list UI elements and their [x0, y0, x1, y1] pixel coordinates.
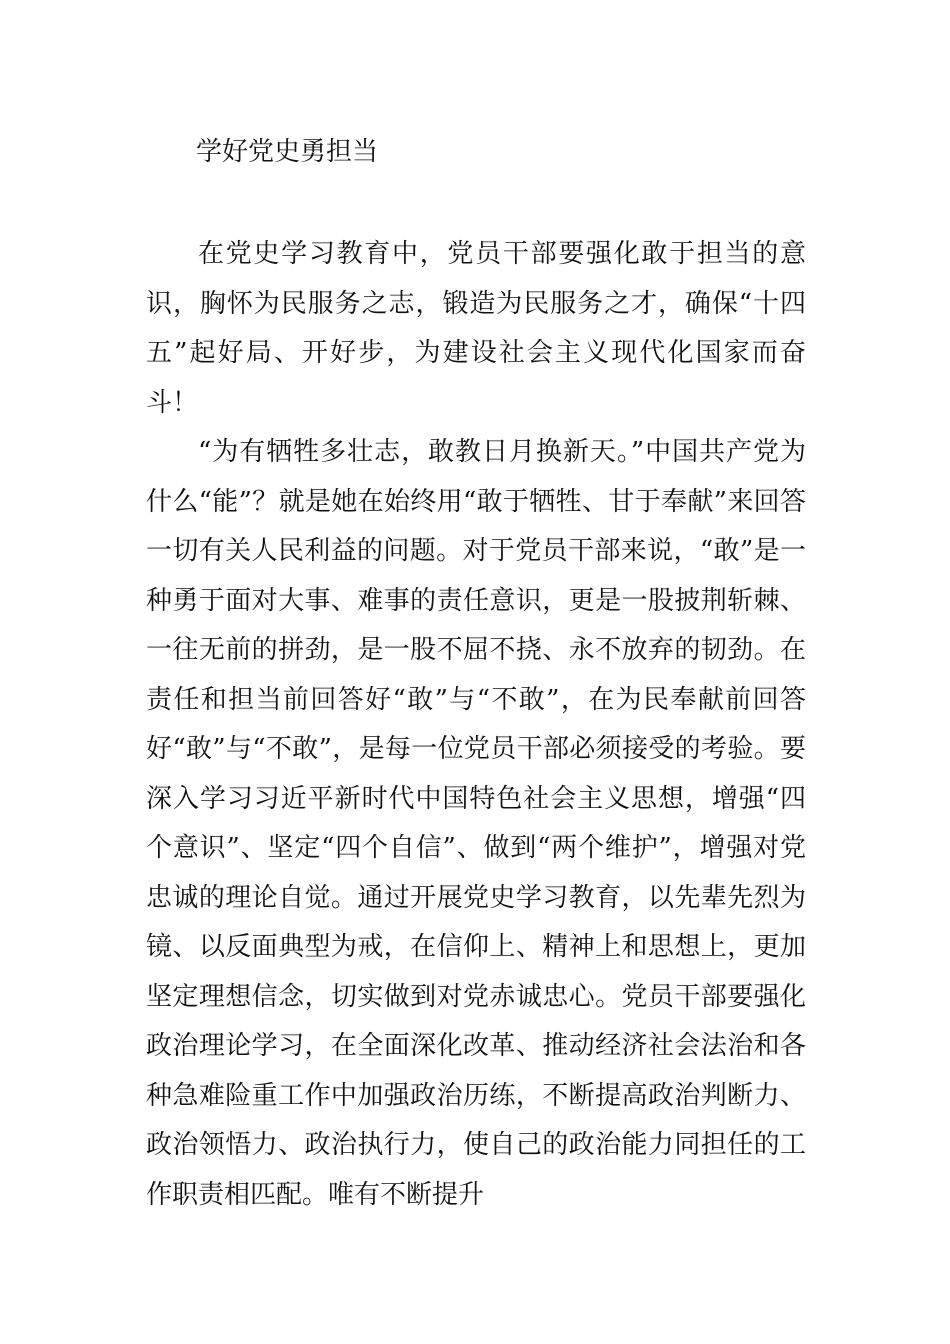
paragraph-1: 在党史学习教育中，党员干部要强化敢于担当的意识，胸怀为民服务之志，锻造为民服务之才，确保“十四五”起好局、开好步，为建设社会主义现代化国家而奋斗！: [146, 239, 806, 418]
document-title: 学好党史勇担当: [196, 137, 379, 167]
document-body: [146, 230, 806, 1220]
paragraph-2: “为有牺牲多壮志，敢教日月换新天。”中国共产党为什么“能”？就是她在始终用“敢于牺牲、甘于奉献”来回答一切有关人民利益的问题。对于党员干部来说，“敢”是一种勇于面对大事、难事的责任意识，更是一股披荆斩棘、一往无前的拼劲，是一股不屈不挠、永不放弃的韧劲。在责任和担当前回答好“敢”与“不敢”，在为民奉献前回答好“敢”与“不敢”，是每一位党员干部必须接受的考验。要深入学习习近平新时代中国特色社会主义思想，增强“四个意识”、坚定“四个自信”、做到“两个维护”，增强对党忠诚的理论自觉。通过开展党史学习教育，以先辈先烈为镜、以反面典型为戒，在信仰上、精神上和思想上，更加坚定理想信念，切实做到对党赤诚忠心。党员干部要强化政治理论学习，在全面深化改革、推动经济社会法治和各种急难险重工作中加强政治历练，不断提高政治判断力、政治领悟力、政治执行力，使自己的政治能力同担任的工作职责相匹配。唯有不断提升: [146, 437, 806, 1210]
